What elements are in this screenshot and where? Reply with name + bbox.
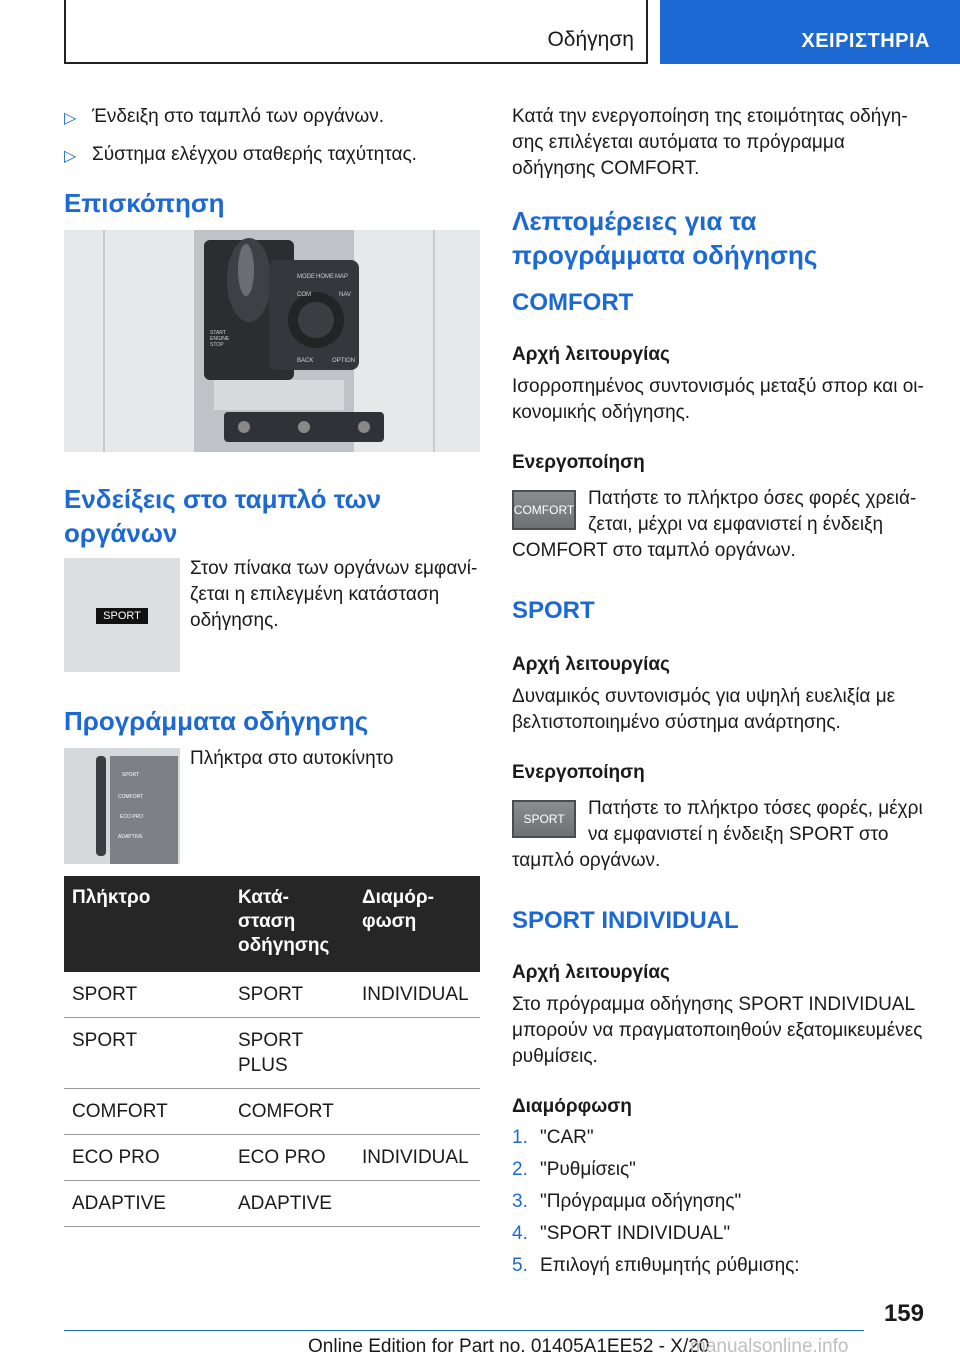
- table-header-row: [64, 876, 480, 972]
- comfort-activation-text-a: Πατήστε το πλήκτρο όσες φορές χρειά- ζεται, μέχρι να εμφανιστεί η ένδειξη: [588, 488, 917, 535]
- instrument-cluster-thumbnail: [64, 558, 180, 672]
- details-heading: Λεπτομέρειες για τα προγράμματα οδήγησης: [512, 206, 818, 270]
- footer-divider: [64, 1330, 864, 1331]
- footer-edition: Online Edition for Part no. 01405A1EE52 - X/20: [308, 1336, 710, 1357]
- photo-button-comfort: COMFORT: [118, 794, 144, 800]
- sport-individual-principle-label: Αρχή λειτουργίας: [512, 962, 670, 983]
- table-header-cell: Κατά- σταση οδήγησης: [230, 876, 354, 972]
- comfort-activation-label: Ενεργοποίηση: [512, 452, 645, 473]
- table-row: ADAPTIVE ADAPTIVE: [64, 1181, 480, 1227]
- photo-button-eco-pro: ECO PRO: [120, 814, 144, 820]
- footer-watermark: manualsonline.info: [690, 1336, 849, 1357]
- config-steps: [512, 1126, 942, 1286]
- page-number: 159: [883, 1300, 924, 1327]
- center-console-photo: [64, 230, 480, 452]
- comfort-key-image: COMFORT: [512, 490, 576, 530]
- bullet-text: Σύστημα ελέγχου σταθερής ταχύτητας.: [92, 144, 417, 165]
- comfort-heading: COMFORT: [512, 289, 634, 316]
- photo-button-adaptive: ADAPTIVE: [118, 834, 143, 840]
- bullet-list: [64, 104, 484, 170]
- comfort-principle-label: Αρχή λειτουργίας: [512, 344, 670, 365]
- table-header-cell: Πλήκτρο: [64, 876, 230, 972]
- photo-label-start-button: START ENGINE STOP: [210, 330, 230, 348]
- triangle-bullet-icon: ▷: [64, 110, 77, 127]
- config-label: Διαμόρφωση: [512, 1096, 632, 1117]
- table-row: SPORT SPORT PLUS: [64, 1018, 480, 1089]
- sport-heading: SPORT: [512, 597, 595, 624]
- mode-buttons-thumbnail: [64, 748, 180, 864]
- comfort-principle-text: Ισορροπημένος συντονισμός μεταξύ σπορ και οι- κονομικής οδήγησης.: [512, 376, 924, 423]
- photo-button-sport: SPORT: [122, 772, 140, 778]
- sport-activation-text-a: Πατήστε το πλήκτρο τόσες φορές, μέχρι να εμφανιστεί η ένδειξη SPORT στο: [588, 798, 923, 845]
- sport-individual-principle-text: Στο πρόγραμμα οδήγησης SPORT INDIVIDUAL μπορούν να πραγματοποιηθούν εξατομικευμένες ρυθμίσεις.: [512, 994, 923, 1067]
- list-item: 2. "Ρυθμίσεις": [512, 1159, 636, 1180]
- triangle-bullet-icon: ▷: [64, 148, 77, 165]
- programs-text: Πλήκτρα στο αυτοκίνητο: [190, 748, 394, 769]
- sport-indicator-badge: SPORT: [96, 608, 148, 624]
- header-section-box: [64, 0, 648, 64]
- programs-heading: Προγράμματα οδήγησης: [64, 706, 369, 736]
- intro-text: Κατά την ενεργοποίηση της ετοιμότητας οδήγη- σης επιλέγεται αυτόματα το πρόγραμμα οδήγησης COMFORT.: [512, 106, 908, 179]
- table-header-cell: Διαμόρ- φωση: [354, 876, 480, 972]
- bullet-item: [64, 104, 484, 132]
- table-row: COMFORT COMFORT: [64, 1089, 480, 1135]
- header-chapter-tab[interactable]: [660, 0, 960, 64]
- overview-heading: Επισκόπηση: [64, 188, 225, 218]
- list-item: 3. "Πρόγραμμα οδήγησης": [512, 1191, 742, 1212]
- list-item: 5. Επιλογή επιθυμητής ρύθμισης:: [512, 1255, 800, 1276]
- photo-label-nav: NAV: [339, 292, 351, 298]
- sport-activation-label: Ενεργοποίηση: [512, 762, 645, 783]
- comfort-activation-text-b: COMFORT στο ταμπλό οργάνων.: [512, 540, 796, 561]
- sport-principle-text: Δυναμικός συντονισμός για υψηλή ευελιξία με βελτιστοποιημένο σύστημα ανάρτησης.: [512, 686, 896, 733]
- photo-label-home: HOME: [316, 274, 334, 280]
- photo-label-option: OPTION: [332, 358, 356, 364]
- center-console-illustration: [64, 230, 480, 452]
- bullet-text: Ένδειξη στο ταμπλό των οργάνων.: [92, 106, 384, 127]
- sport-principle-label: Αρχή λειτουργίας: [512, 654, 670, 675]
- sport-activation-text-b: ταμπλό οργάνων.: [512, 850, 661, 871]
- table-row: ECO PRO ECO PRO INDIVIDUAL: [64, 1135, 480, 1181]
- photo-label-map: MAP: [335, 274, 349, 280]
- list-item: 1. "CAR": [512, 1127, 594, 1148]
- indicators-text: Στον πίνακα των οργάνων εμφανί- ζεται η επιλεγμένη κατάσταση οδήγησης.: [190, 558, 478, 631]
- bullet-item: [64, 142, 484, 170]
- drive-mode-table: [64, 876, 480, 1227]
- sport-key-image: SPORT: [512, 800, 576, 838]
- photo-label-com: COM: [297, 292, 311, 298]
- header-chapter-title: ΧΕΙΡΙΣΤΗΡΙΑ: [801, 30, 930, 52]
- sport-individual-heading: SPORT INDIVIDUAL: [512, 907, 739, 934]
- photo-label-mode: MODE: [297, 274, 315, 280]
- indicators-heading: Ενδείξεις στο ταμπλό των οργάνων: [64, 484, 382, 548]
- header-section-title: Οδήγηση: [547, 28, 634, 51]
- list-item: 4. "SPORT INDIVIDUAL": [512, 1223, 731, 1244]
- photo-label-back: BACK: [297, 358, 314, 364]
- table-row: SPORT SPORT INDIVIDUAL: [64, 972, 480, 1018]
